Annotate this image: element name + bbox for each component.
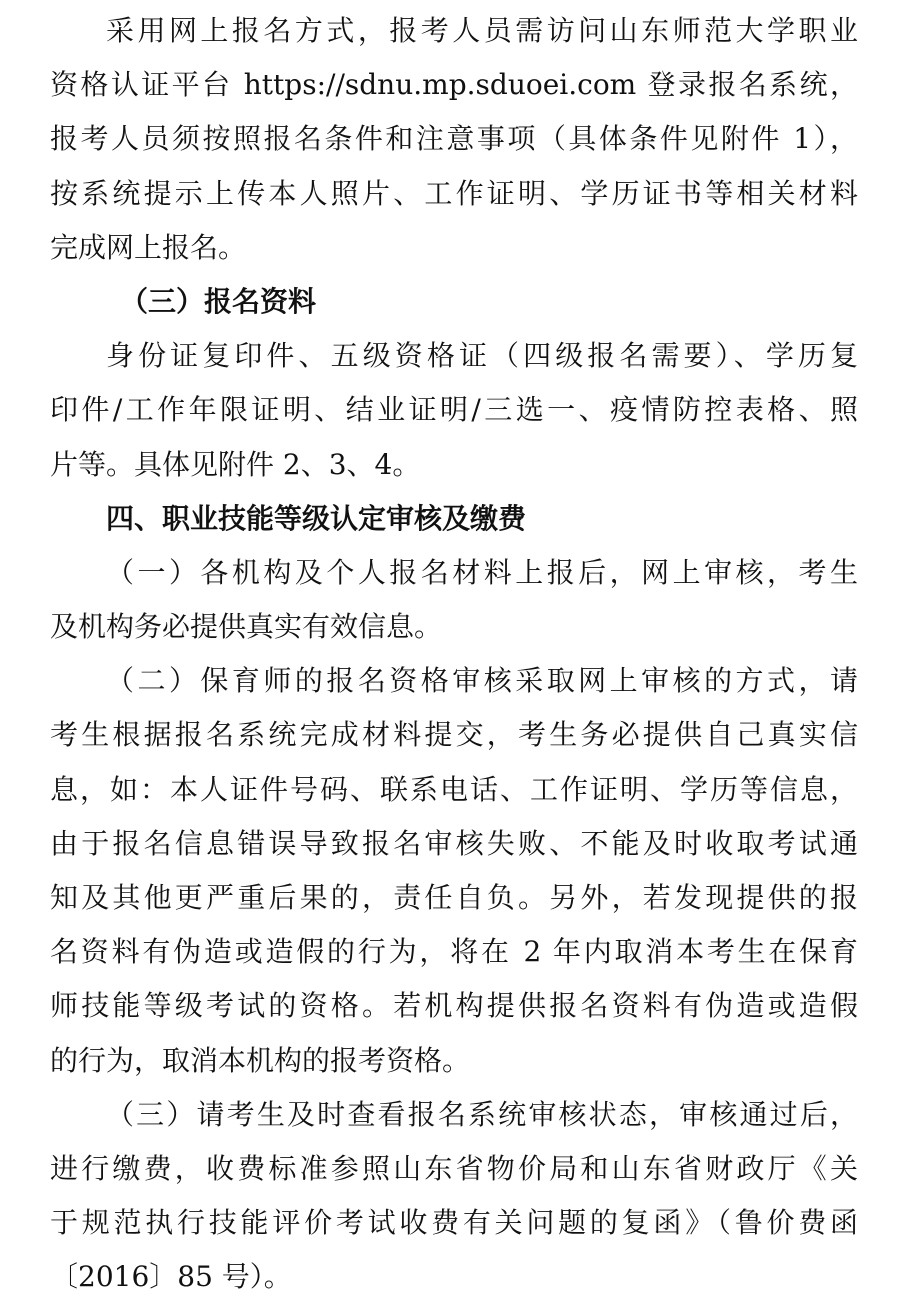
- paragraph-line: 报考人员须按照报名条件和注意事项（具体条件见附件 1），: [50, 122, 858, 156]
- paragraph-line: 采用网上报名方式，报考人员需访问山东师范大学职业: [106, 14, 858, 47]
- paragraph-line: 考生根据报名系统完成材料提交，考生务必提供自己真实信: [50, 718, 858, 752]
- paragraph-line: （一）各机构及个人报名材料上报后，网上审核，考生: [106, 555, 858, 589]
- paragraph-line: 由于报名信息错误导致报名审核失败、不能及时收取考试通: [50, 826, 858, 860]
- section-heading-4: 四、职业技能等级认定审核及缴费: [106, 501, 527, 535]
- paragraph-line: （二）保育师的报名资格审核采取网上审核的方式，请: [106, 664, 858, 698]
- paragraph-line: 于规范执行技能评价考试收费有关问题的复函》（鲁价费函: [50, 1206, 858, 1240]
- paragraph-line: 片等。具体见附件 2、3、4。: [50, 447, 421, 481]
- section-heading-3: （三）报名资料: [120, 284, 317, 318]
- paragraph-line: 印件/工作年限证明、结业证明/三选一、疫情防控表格、照: [50, 393, 858, 427]
- document-page: [50, 4, 858, 1305]
- paragraph-line: 息，如：本人证件号码、联系电话、工作证明、学历等信息，: [50, 772, 858, 806]
- paragraph-line: （三）请考生及时查看报名系统审核状态，审核通过后，: [106, 1097, 858, 1131]
- paragraph-line: 身份证复印件、五级资格证（四级报名需要）、学历复: [106, 339, 858, 373]
- paragraph-line: 名资料有伪造或造假的行为，将在 2 年内取消本考生在保育: [50, 935, 858, 969]
- paragraph-line: 按系统提示上传本人照片、工作证明、学历证书等相关材料: [50, 176, 858, 210]
- paragraph-line: 师技能等级考试的资格。若机构提供报名资料有伪造或造假: [50, 989, 858, 1023]
- paragraph-line: 进行缴费，收费标准参照山东省物价局和山东省财政厅《关: [50, 1151, 858, 1185]
- paragraph-line: 及机构务必提供真实有效信息。: [50, 610, 443, 644]
- paragraph-line: 〔2016〕85 号）。: [50, 1260, 292, 1294]
- paragraph-line: 知及其他更严重后果的，责任自负。另外，若发现提供的报: [50, 881, 858, 914]
- paragraph-line: 的行为，取消本机构的报考资格。: [50, 1043, 471, 1077]
- paragraph-line: 资格认证平台 https://sdnu.mp.sduoei.com 登录报名系统，: [50, 68, 858, 102]
- paragraph-line: 完成网上报名。: [50, 230, 247, 264]
